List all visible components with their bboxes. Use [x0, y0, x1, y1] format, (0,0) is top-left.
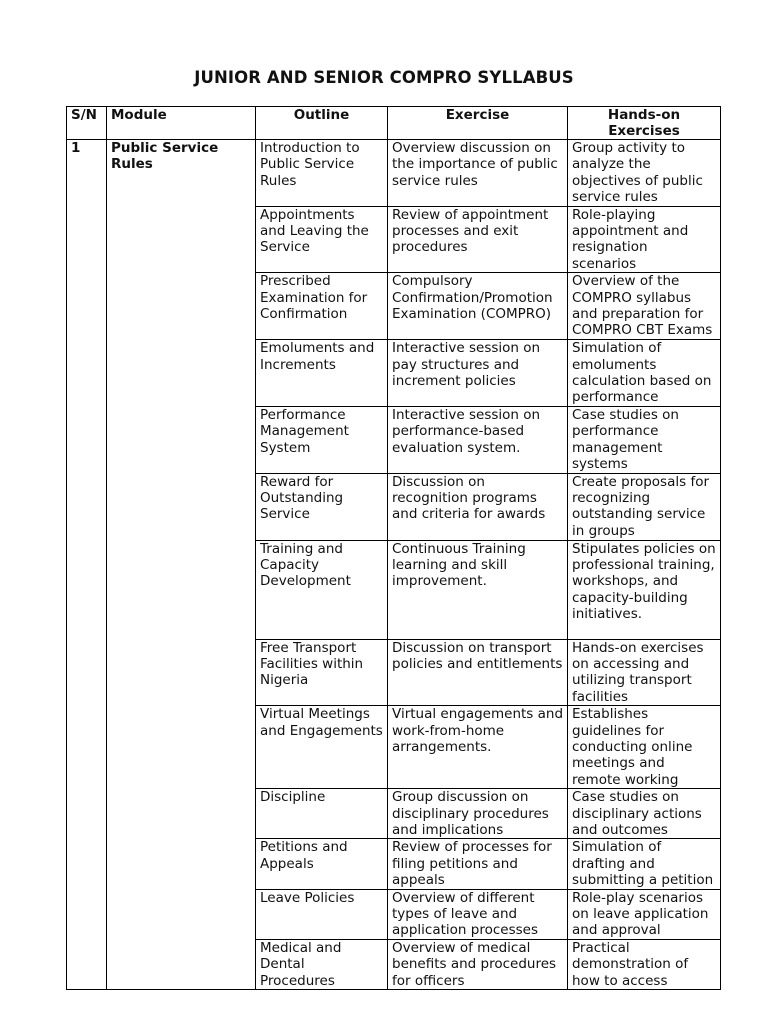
syllabus-table — [66, 106, 721, 990]
hands-on-cell: Simulation of emoluments calculation based on performance — [568, 340, 721, 407]
outline-cell: Appointments and Leaving the Service — [256, 206, 388, 273]
exercise-cell: Interactive session on pay structures and increment policies — [388, 340, 568, 407]
exercise-cell: Group discussion on disciplinary procedures and implications — [388, 789, 568, 839]
table-header-row — [67, 107, 721, 140]
exercise-cell: Review of appointment processes and exit procedures — [388, 206, 568, 273]
exercise-cell: Interactive session on performance-based evaluation system. — [388, 406, 568, 473]
outline-cell: Discipline — [256, 789, 388, 839]
header-exercise: Exercise — [388, 107, 568, 140]
hands-on-cell: Case studies on performance management systems — [568, 406, 721, 473]
table-body — [67, 140, 721, 990]
exercise-cell: Discussion on transport policies and entitlements — [388, 639, 568, 706]
outline-cell: Virtual Meetings and Engagements — [256, 706, 388, 789]
hands-on-cell: Establishes guidelines for conducting online meetings and remote working — [568, 706, 721, 789]
outline-cell: Leave Policies — [256, 889, 388, 939]
outline-cell: Performance Management System — [256, 406, 388, 473]
outline-cell: Training and Capacity Development — [256, 540, 388, 639]
outline-cell: Prescribed Examination for Confirmation — [256, 273, 388, 340]
outline-cell: Petitions and Appeals — [256, 839, 388, 889]
hands-on-cell: Group activity to analyze the objectives of public service rules — [568, 140, 721, 207]
hands-on-cell: Role-play scenarios on leave application and approval — [568, 889, 721, 939]
outline-cell: Free Transport Facilities within Nigeria — [256, 639, 388, 706]
hands-on-cell: Practical demonstration of how to access — [568, 939, 721, 989]
header-sn: S/N — [67, 107, 107, 140]
exercise-cell: Compulsory Confirmation/Promotion Examination (COMPRO) — [388, 273, 568, 340]
header-module: Module — [107, 107, 256, 140]
hands-on-cell: Case studies on disciplinary actions and outcomes — [568, 789, 721, 839]
exercise-cell: Overview discussion on the importance of public service rules — [388, 140, 568, 207]
module-name: Public Service Rules — [107, 140, 256, 990]
exercise-cell: Continuous Training learning and skill improvement. — [388, 540, 568, 639]
module-sn: 1 — [67, 140, 107, 990]
hands-on-cell: Overview of the COMPRO syllabus and preparation for COMPRO CBT Exams — [568, 273, 721, 340]
outline-cell: Medical and Dental Procedures — [256, 939, 388, 989]
hands-on-cell: Create proposals for recognizing outstanding service in groups — [568, 473, 721, 540]
document-title: JUNIOR AND SENIOR COMPRO SYLLABUS — [194, 68, 574, 87]
outline-cell: Reward for Outstanding Service — [256, 473, 388, 540]
exercise-cell: Virtual engagements and work-from-home arrangements. — [388, 706, 568, 789]
table-row — [67, 140, 721, 207]
exercise-cell: Overview of different types of leave and application processes — [388, 889, 568, 939]
header-outline: Outline — [256, 107, 388, 140]
exercise-cell: Discussion on recognition programs and criteria for awards — [388, 473, 568, 540]
header-hands-on: Hands-on Exercises — [568, 107, 721, 140]
hands-on-cell: Hands-on exercises on accessing and utilizing transport facilities — [568, 639, 721, 706]
hands-on-cell: Simulation of drafting and submitting a petition — [568, 839, 721, 889]
exercise-cell: Review of processes for filing petitions and appeals — [388, 839, 568, 889]
exercise-cell: Overview of medical benefits and procedures for officers — [388, 939, 568, 989]
outline-cell: Introduction to Public Service Rules — [256, 140, 388, 207]
outline-cell: Emoluments and Increments — [256, 340, 388, 407]
hands-on-cell: Stipulates policies on professional training, workshops, and capacity-building initiatives. — [568, 540, 721, 639]
hands-on-cell: Role-playing appointment and resignation scenarios — [568, 206, 721, 273]
